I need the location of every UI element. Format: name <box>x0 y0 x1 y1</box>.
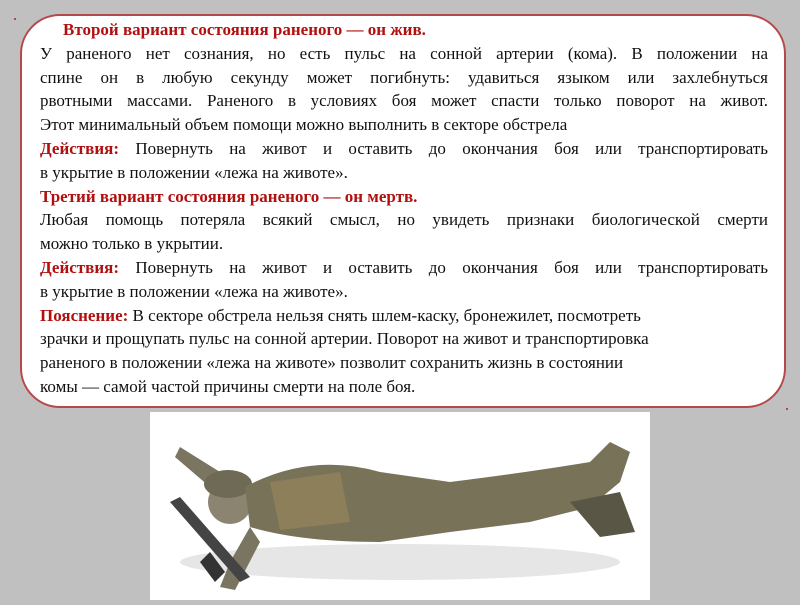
actions-label: Действия: <box>40 138 119 158</box>
text-line: зрачки и прощупать пульс на сонной артерии. Поворот на живот и транспортировка <box>40 329 649 349</box>
note-label: Пояснение: <box>40 305 129 325</box>
actions-label: Действия: <box>40 257 119 277</box>
text-line: можно только в укрытии. <box>40 234 224 254</box>
slide-text <box>40 18 768 399</box>
text-line: Этот минимальный объем помощи можно выполнить в секторе обстрела <box>40 115 568 135</box>
text-line: Любая помощь потеряла всякий смысл, но увидеть признаки биологической смерти <box>40 210 768 230</box>
decor-dot <box>14 18 16 20</box>
decor-dot <box>786 408 788 410</box>
text-line: У раненого нет сознания, но есть пульс на сонной артерии (кома). В положении на <box>40 43 768 63</box>
text-line: спине он в любую секунду может погибнуть: удавиться языком или захлебнуться <box>40 67 768 87</box>
wounded-soldier-illustration <box>150 412 650 600</box>
heading-dead: Третий вариант состояния раненого — он мертв. <box>40 186 418 206</box>
text-line: Повернуть на живот и оставить до окончания боя или транспортировать <box>135 138 768 158</box>
text-line: рвотными массами. Раненого в условиях боя может спасти только поворот на живот. <box>40 91 768 111</box>
text-line: комы — самой частой причины смерти на поле боя. <box>40 376 416 396</box>
text-line: раненого в положении «лежа на животе» позволит сохранить жизнь в состоянии <box>40 353 624 373</box>
text-line: В секторе обстрела нельзя снять шлем-каску, бронежилет, посмотреть <box>132 305 641 325</box>
text-line: в укрытие в положении «лежа на животе». <box>40 281 348 301</box>
text-line: Повернуть на живот и оставить до окончания боя или транспортировать <box>135 257 768 277</box>
heading-alive: Второй вариант состояния раненого — он жив. <box>63 20 426 39</box>
text-line: в укрытие в положении «лежа на животе». <box>40 162 348 182</box>
